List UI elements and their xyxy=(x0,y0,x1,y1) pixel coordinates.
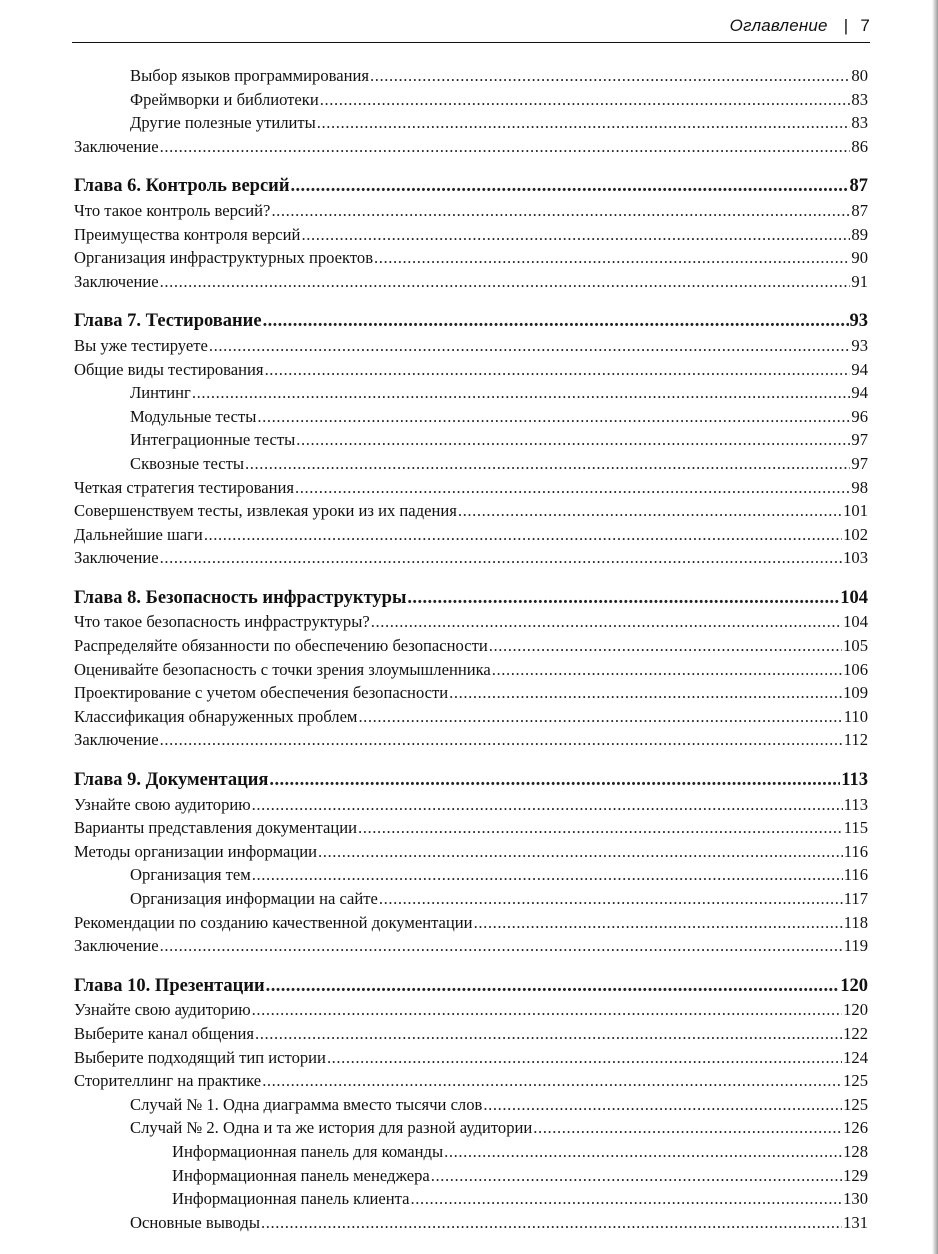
dot-leader xyxy=(261,1211,842,1235)
table-of-contents xyxy=(74,64,868,1234)
dot-leader xyxy=(407,587,839,611)
toc-entry-title: Организация тем xyxy=(130,865,251,885)
dot-leader xyxy=(483,1093,842,1117)
toc-entry-title: Глава 6. Контроль версий xyxy=(74,176,290,197)
toc-entry-title: Узнайте свою аудиторию xyxy=(74,1000,251,1020)
toc-entry-page: 96 xyxy=(851,406,868,426)
toc-entry-title: Глава 7. Тестирование xyxy=(74,311,262,332)
dot-leader xyxy=(263,310,849,334)
dot-leader xyxy=(317,111,851,135)
dot-leader xyxy=(444,1140,842,1164)
toc-entry-page: 87 xyxy=(851,200,868,220)
dot-leader xyxy=(296,428,850,452)
section-title: Оглавление xyxy=(729,16,828,35)
dot-leader xyxy=(492,658,842,682)
toc-entry-title: Заключение xyxy=(74,136,159,156)
dot-leader xyxy=(449,681,842,705)
toc-entry[interactable] xyxy=(74,358,868,382)
toc-entry-title: Случай № 2. Одна и та же история для разной аудитории xyxy=(130,1118,533,1138)
dot-leader xyxy=(371,610,842,634)
dot-leader xyxy=(358,816,843,840)
toc-entry-title: Основные выводы xyxy=(130,1212,261,1232)
toc-entry[interactable] xyxy=(74,88,868,112)
dot-leader xyxy=(379,887,843,911)
toc-entry-title: Сторителлинг на практике xyxy=(74,1071,262,1091)
toc-entry-page: 120 xyxy=(843,1000,868,1020)
toc-entry-page: 125 xyxy=(843,1071,868,1091)
toc-entry-page: 117 xyxy=(843,889,868,908)
dot-leader xyxy=(374,246,850,270)
toc-entry-page: 129 xyxy=(843,1165,868,1185)
toc-entry-page: 102 xyxy=(843,524,868,544)
toc-chapter-entry[interactable] xyxy=(74,769,868,793)
toc-entry[interactable] xyxy=(74,681,868,705)
toc-entry-title: Глава 10. Презентации xyxy=(74,975,265,996)
toc-entry-title: Другие полезные утилиты xyxy=(130,113,316,133)
toc-entry-title: Вы уже тестируете xyxy=(74,335,208,355)
toc-entry-page: 89 xyxy=(851,224,868,244)
dot-leader xyxy=(291,175,849,199)
toc-entry-page: 97 xyxy=(851,453,868,473)
toc-entry-page: 104 xyxy=(843,612,868,632)
dot-leader xyxy=(255,1022,842,1046)
toc-entry-title: Линтинг xyxy=(130,383,191,403)
toc-entry-title: Узнайте свою аудиторию xyxy=(74,794,251,814)
toc-entry[interactable] xyxy=(74,705,868,729)
dot-leader xyxy=(262,1069,842,1093)
dot-leader xyxy=(252,793,843,817)
toc-entry-page: 83 xyxy=(851,89,868,109)
toc-entry[interactable] xyxy=(74,135,868,159)
toc-entry-page: 110 xyxy=(843,706,868,726)
toc-entry[interactable] xyxy=(74,1116,868,1140)
dot-leader xyxy=(266,975,840,999)
dot-leader xyxy=(160,546,842,570)
dot-leader xyxy=(533,1116,842,1140)
toc-entry[interactable] xyxy=(74,246,868,270)
toc-entry[interactable] xyxy=(74,1187,868,1211)
toc-chapter-entry[interactable] xyxy=(74,310,868,334)
dot-leader xyxy=(204,523,842,547)
toc-entry[interactable] xyxy=(74,934,868,958)
toc-entry[interactable] xyxy=(74,911,868,935)
toc-entry-title: Глава 8. Безопасность инфраструктуры xyxy=(74,587,407,608)
toc-entry-page: 97 xyxy=(851,430,868,450)
toc-entry[interactable] xyxy=(74,1164,868,1188)
toc-entry-title: Что такое безопасность инфраструктуры? xyxy=(74,612,370,632)
toc-entry[interactable] xyxy=(74,428,868,452)
toc-entry-title: Классификация обнаруженных проблем xyxy=(74,706,358,726)
toc-entry-title: Организация инфраструктурных проектов xyxy=(74,248,374,268)
toc-entry-page: 91 xyxy=(851,271,868,291)
dot-leader xyxy=(318,840,843,864)
toc-entry[interactable] xyxy=(74,863,868,887)
toc-entry[interactable] xyxy=(74,499,868,523)
toc-entry-title: Проектирование с учетом обеспечения безопасности xyxy=(74,683,449,703)
toc-entry-page: 94 xyxy=(851,383,868,403)
toc-entry[interactable] xyxy=(74,1140,868,1164)
dot-leader xyxy=(160,934,843,958)
toc-entry-page: 101 xyxy=(843,501,868,521)
toc-entry-title: Информационная панель менеджера xyxy=(172,1165,430,1185)
toc-entry-title: Организация информации на сайте xyxy=(130,889,378,908)
dot-leader xyxy=(192,381,851,405)
toc-entry-title: Выберите подходящий тип истории xyxy=(74,1047,326,1067)
dot-leader xyxy=(160,270,851,294)
toc-entry-title: Рекомендации по созданию качественной документации xyxy=(74,912,473,932)
dot-leader xyxy=(265,358,851,382)
toc-entry[interactable] xyxy=(74,1211,868,1235)
dot-leader xyxy=(458,499,842,523)
toc-entry-page: 109 xyxy=(843,683,868,703)
toc-entry[interactable] xyxy=(74,728,868,752)
toc-entry[interactable] xyxy=(74,887,868,911)
toc-entry-page: 122 xyxy=(843,1023,868,1043)
toc-entry-title: Информационная панель клиента xyxy=(172,1189,410,1209)
page-edge-shadow xyxy=(932,0,938,1254)
toc-entry-page: 125 xyxy=(843,1094,868,1114)
toc-entry-page: 130 xyxy=(843,1189,868,1209)
toc-entry-page: 119 xyxy=(843,936,868,956)
toc-entry-title: Фреймворки и библиотеки xyxy=(130,89,319,109)
toc-entry-title: Сквозные тесты xyxy=(130,453,245,473)
toc-entry-page: 118 xyxy=(843,912,868,932)
toc-entry-title: Выберите канал общения xyxy=(74,1023,255,1043)
dot-leader xyxy=(320,88,851,112)
toc-entry-page: 105 xyxy=(843,636,868,656)
toc-entry[interactable] xyxy=(74,793,868,817)
header-separator: | xyxy=(843,16,849,35)
toc-entry-title: Методы организации информации xyxy=(74,841,317,861)
dot-leader xyxy=(252,998,842,1022)
dot-leader xyxy=(474,911,843,935)
toc-entry-page: 128 xyxy=(843,1141,868,1161)
toc-entry-page: 87 xyxy=(849,176,868,197)
toc-entry-page: 80 xyxy=(851,66,868,85)
toc-entry-page: 83 xyxy=(851,113,868,133)
toc-entry[interactable] xyxy=(74,111,868,135)
dot-leader xyxy=(209,334,851,358)
dot-leader xyxy=(160,135,851,159)
toc-chapter-entry[interactable] xyxy=(74,587,868,611)
toc-entry[interactable] xyxy=(74,1046,868,1070)
toc-entry-title: Модульные тесты xyxy=(130,406,257,426)
toc-entry-page: 113 xyxy=(843,794,868,814)
toc-entry-title: Варианты представления документации xyxy=(74,818,358,838)
toc-entry-title: Информационная панель для команды xyxy=(172,1141,444,1161)
toc-entry-title: Преимущества контроля версий xyxy=(74,224,301,244)
toc-entry-title: Что такое контроль версий? xyxy=(74,200,271,220)
toc-entry-page: 131 xyxy=(843,1212,868,1232)
toc-chapter-entry[interactable] xyxy=(74,975,868,999)
toc-entry-page: 103 xyxy=(843,548,868,568)
toc-entry[interactable] xyxy=(74,452,868,476)
dot-leader xyxy=(295,476,850,500)
toc-chapter-entry[interactable] xyxy=(74,175,868,199)
toc-entry-title: Заключение xyxy=(74,730,159,750)
toc-entry-title: Четкая стратегия тестирования xyxy=(74,477,294,497)
toc-entry-title: Случай № 1. Одна диаграмма вместо тысячи слов xyxy=(130,1094,483,1114)
toc-entry[interactable] xyxy=(74,1069,868,1093)
toc-entry[interactable] xyxy=(74,523,868,547)
page-number: 7 xyxy=(860,16,870,35)
toc-entry[interactable] xyxy=(74,270,868,294)
toc-entry-title: Заключение xyxy=(74,936,159,956)
toc-entry-page: 126 xyxy=(843,1118,868,1138)
dot-leader xyxy=(257,405,850,429)
toc-entry[interactable] xyxy=(74,405,868,429)
toc-entry[interactable] xyxy=(74,1093,868,1117)
toc-entry[interactable] xyxy=(74,1022,868,1046)
toc-entry-title: Дальнейшие шаги xyxy=(74,524,203,544)
toc-entry-page: 93 xyxy=(851,335,868,355)
toc-entry-page: 98 xyxy=(851,477,868,497)
dot-leader xyxy=(269,769,840,793)
running-header xyxy=(72,14,870,43)
toc-entry[interactable] xyxy=(74,476,868,500)
toc-entry-page: 116 xyxy=(843,841,868,861)
toc-entry[interactable] xyxy=(74,199,868,223)
toc-entry-page: 90 xyxy=(851,248,868,268)
toc-entry[interactable] xyxy=(74,610,868,634)
dot-leader xyxy=(301,223,850,247)
dot-leader xyxy=(160,728,843,752)
toc-entry[interactable] xyxy=(74,334,868,358)
toc-entry-page: 113 xyxy=(841,770,868,791)
toc-entry-title: Распределяйте обязанности по обеспечению безопасности xyxy=(74,636,488,656)
toc-entry-title: Заключение xyxy=(74,271,159,291)
toc-entry[interactable] xyxy=(74,64,868,88)
toc-entry-page: 112 xyxy=(843,730,868,750)
toc-entry[interactable] xyxy=(74,634,868,658)
dot-leader xyxy=(358,705,842,729)
toc-entry-title: Глава 9. Документация xyxy=(74,770,269,791)
toc-entry-title: Общие виды тестирования xyxy=(74,359,264,379)
toc-entry[interactable] xyxy=(74,840,868,864)
toc-entry-page: 104 xyxy=(840,587,868,608)
toc-entry-page: 116 xyxy=(843,865,868,885)
toc-entry[interactable] xyxy=(74,223,868,247)
toc-entry-page: 86 xyxy=(851,136,868,156)
toc-entry-title: Оценивайте безопасность с точки зрения злоумышленника xyxy=(74,659,491,679)
toc-entry-page: 93 xyxy=(849,311,868,332)
toc-entry-page: 115 xyxy=(843,818,868,838)
toc-entry-title: Совершенствуем тесты, извлекая уроки из их падения xyxy=(74,501,457,521)
toc-entry[interactable] xyxy=(74,658,868,682)
dot-leader xyxy=(252,863,843,887)
toc-entry-title: Интеграционные тесты xyxy=(130,430,296,450)
toc-entry[interactable] xyxy=(74,546,868,570)
dot-leader xyxy=(489,634,842,658)
toc-entry-page: 120 xyxy=(840,975,868,996)
toc-entry-page: 106 xyxy=(843,659,868,679)
dot-leader xyxy=(327,1046,842,1070)
dot-leader xyxy=(370,64,850,88)
toc-entry[interactable] xyxy=(74,998,868,1022)
toc-entry-title: Выбор языков программирования xyxy=(130,66,370,85)
toc-entry[interactable] xyxy=(74,381,868,405)
dot-leader xyxy=(245,452,850,476)
dot-leader xyxy=(431,1164,842,1188)
toc-entry-page: 124 xyxy=(843,1047,868,1067)
dot-leader xyxy=(271,199,850,223)
dot-leader xyxy=(410,1187,842,1211)
running-header-text xyxy=(730,16,870,36)
toc-entry-page: 94 xyxy=(851,359,868,379)
toc-entry-title: Заключение xyxy=(74,548,159,568)
toc-entry[interactable] xyxy=(74,816,868,840)
